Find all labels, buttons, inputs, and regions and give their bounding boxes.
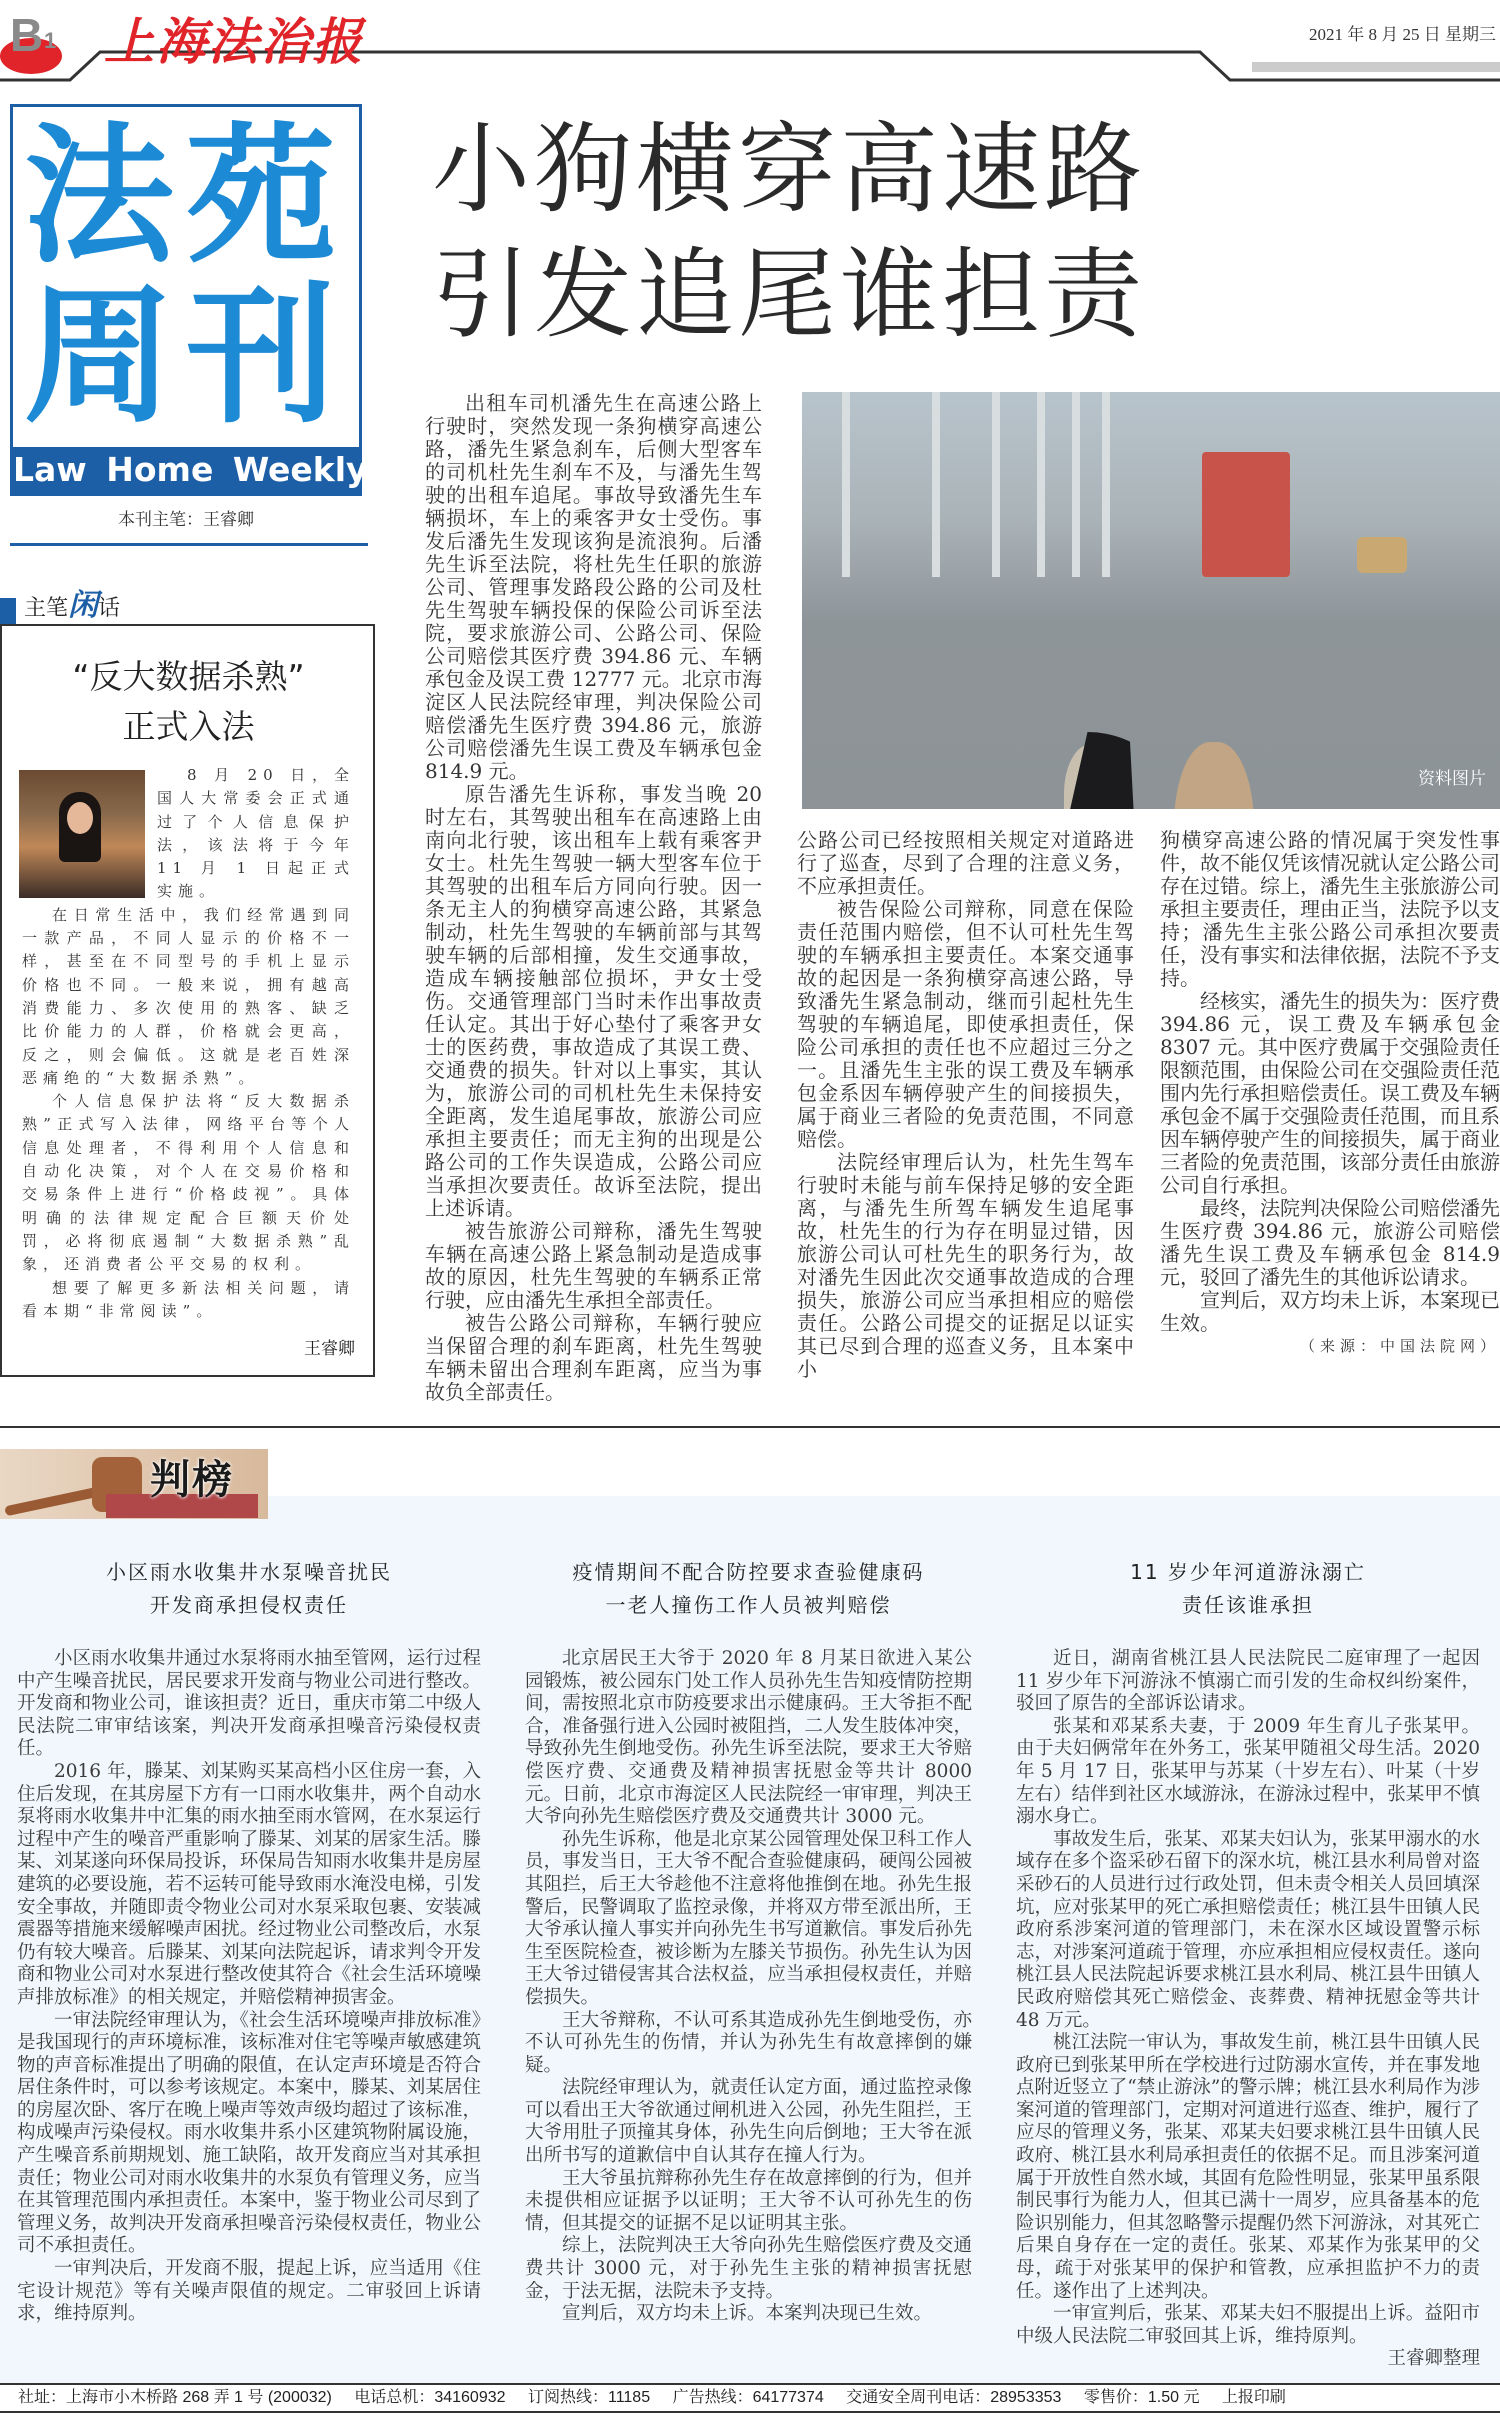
photo-caption: 资料图片 <box>1418 769 1486 789</box>
article-paragraph: 原告潘先生诉称，事发当晚 20 时左右，其驾驶出租车在高速路上由南向北行驶，该出租车上载有乘客尹女士。杜先生驾驶一辆大型客车位于其驾驶的出租车后方同向行驶。因一条无主人的狗横穿高速公路，其紧急制动，杜先生驾驶的车辆前部与其驾驶车辆的后部相撞，发生交通事故，造成车辆接触部位损坏，尹女士受伤。交通管理部门当时未作出事故责任认定。其出于好心垫付了乘客尹女士的医药费，事故造成了其误工费、交通费的损失。针对以上事实，其认为，旅游公司的司机杜先生未保持安全距离，发生追尾事故，旅游公司应承担主要责任；而无主狗的出现是公路公司的工作失误造成，公路公司应当承担次要责任。故诉至法院，提出上述诉请。 <box>425 782 762 1220</box>
article-paragraph: 被告旅游公司辩称，潘先生驾驶车辆在高速公路上紧急制动是造成事故的原因，杜先生驾驶的车辆系正常行驶，应由潘先生承担全部责任。 <box>425 1219 762 1312</box>
article-paragraph: 公路公司已经按照相关规定对道路进行了巡查，尽到了合理的注意义务，不应承担责任。 <box>797 828 1134 898</box>
masthead-title-line2: 周刊 <box>23 270 348 444</box>
left-column <box>0 0 375 1377</box>
footer-address: 社址：上海市小木桥路 268 弄 1 号 (200032) <box>18 2389 332 2406</box>
label-highlight: 闲 <box>68 588 99 623</box>
article-paragraph: 北京居民王大爷于 2020 年 8 月某日欲进入某公园锻炼，被公园东门处工作人员孙先生告知疫情防控期间，需按照北京市防疫要求出示健康码。王大爷拒不配合，准备强行进入公园时被阻挡，二人发生肢体冲突，导致孙先生倒地受伤。孙先生诉至法院，要求王大爷赔偿医疗费、交通费及精神损害抚慰金等共计 8000 元。日前，北京市海淀区人民法院经一审审理，判决王大爷向孙先生赔偿医疗费及交通费共计 3000 元。 <box>525 1648 972 1828</box>
article-paragraph: 最终，法院判决保险公司赔偿潘先生医疗费 394.86 元，旅游公司赔偿潘先生误工费及车辆承包金 814.9 元，驳回了潘先生的其他诉讼请求。 <box>1160 1196 1500 1289</box>
verdict-articles <box>0 1556 1500 2371</box>
page-number-badge <box>0 8 70 68</box>
verdicts-section <box>0 1428 1500 2383</box>
footer-price: 零售价：1.50 元 <box>1083 2389 1200 2406</box>
article-paragraph: 一审宣判后，张某、邓某夫妇不服提出上诉。益阳市中级人民法院二审驳回其上诉，维持原判。 <box>1016 2303 1480 2347</box>
banner-title: 判榜 <box>150 1457 234 1503</box>
article-paragraph: 综上，法院判决王大爷向孙先生赔偿医疗费及交通费共计 3000 元，对于孙先生主张的精神损害抚慰金，于法无据，法院未予支持。 <box>525 2235 972 2302</box>
article-title-line2: 开发商承担侵权责任 <box>150 1593 348 1617</box>
article-right-area <box>797 392 1500 1381</box>
section-masthead <box>10 104 368 496</box>
page-letter: B <box>10 9 44 61</box>
divider <box>10 543 368 546</box>
dogs-on-highway-photo <box>802 392 1500 809</box>
editorial-paragraph: 个人信息保护法将“反大数据杀熟”正式写入法律，网络平台等个人信息处理者，不得利用个人信息和自动化决策，对个人在交易价格和交易条件上进行“价格歧视”。具体明确的法律规定配合巨额天价处罚，必将彻底遏制“大数据杀熟”乱象，还消费者公平交易的权利。 <box>22 1092 355 1274</box>
editorial-paragraph: 想要了解更多新法相关问题，请看本期“非常阅读”。 <box>22 1278 355 1320</box>
masthead-english-title: Law Home Weekly <box>13 447 359 493</box>
article-title-line1: 小区雨水收集井水泵噪音扰民 <box>106 1560 392 1584</box>
verdicts-banner <box>0 1449 268 1519</box>
footer-traffic-weekly: 交通安全周刊电话：28953353 <box>846 2389 1062 2406</box>
verdict-article-health-code <box>525 1556 972 2326</box>
article-paragraph: 2016 年，滕某、刘某购买某高档小区住房一套，入住后发现，在其房屋下方有一口雨水收集井，两个自动水泵将雨水收集井中汇集的雨水抽至雨水管网，在水泵运行过程中产生的噪音严重影响了滕某、刘某的居家生活。滕某、刘某遂向环保局投诉，环保局告知雨水收集井是房屋建筑的必要设施，若不运转可能导致雨水淹没电梯，引发安全事故，并随即责令物业公司对水泵采取包裹、安装减震器等措施来缓解噪声困扰。经过物业公司整改后，水泵仍有较大噪音。后滕某、刘某向法院起诉，请求判令开发商和物业公司对水泵进行整改使其符合《社会生活环境噪声排放标准》的相关规定，并赔偿精神损害金。 <box>17 1760 481 2008</box>
verdict-article-noise <box>17 1556 481 2326</box>
article-title-line1: 11 岁少年河道游泳溺亡 <box>1130 1560 1366 1584</box>
article-paragraph: 小区雨水收集井通过水泵将雨水抽至管网，运行过程中产生噪音扰民，居民要求开发商与物业公司进行整改。开发商和物业公司，谁该担责？近日，重庆市第二中级人民法院二审审结该案，判决开发商承担噪音污染侵权责任。 <box>17 1648 481 1760</box>
article-paragraph: 桃江法院一审认为，事故发生前，桃江县牛田镇人民政府已到张某甲所在学校进行过防溺水宣传，并在事发地点附近竖立了“禁止游泳”的警示牌；桃江县水利局作为涉案河道的管理部门，定期对河道进行巡查、维护，履行了应尽的管理义务，张某、邓某夫妇要求桃江县牛田镇人民政府、桃江县水利局承担责任的依据不足。而且涉案河道属于开放性自然水域，其固有危险性明显，张某甲虽系限制民事行为能力人，但其已满十一周岁，应具备基本的危险识别能力，但其忽略警示提醒仍然下河游泳，对其死亡后果自身存在一定的责任。张某、邓某作为张某甲的父母，疏于对张某甲的保护和管教，应承担监护不力的责任。遂作出了上述判决。 <box>1016 2032 1480 2302</box>
article-paragraph: 王大爷虽抗辩称孙先生存在故意摔倒的行为，但并未提供相应证据予以证明；王大爷不认可孙先生的伤情，但其提交的证据不足以证明其主张。 <box>525 2167 972 2234</box>
article-paragraph: 一审法院经审理认为，《社会生活环境噪声排放标准》是我国现行的声环境标准，该标准对住宅等噪声敏感建筑物的声音标准提出了明确的限值，在认定声环境是否符合居住条件时，可以参考该规定。本案中，滕某、刘某居住的房屋次卧、客厅在晚上噪声等效声级均超过了该标准，构成噪声污染侵权。雨水收集井系小区建筑物附属设施，产生噪音系前期规划、施工缺陷，故开发商应当对其承担责任；物业公司对雨水收集井的水泵负有管理义务，应当在其管理范围内承担责任。本案中，鉴于物业公司尽到了管理义务，故判决开发商承担噪音污染侵权责任，物业公司不承担责任。 <box>17 2009 481 2257</box>
article-title-line1: 疫情期间不配合防控要求查验健康码 <box>572 1560 925 1584</box>
article-column-1 <box>425 392 762 1404</box>
footer-printer: 上报印刷 <box>1221 2389 1286 2406</box>
editorial-paragraph: 在日常生活中，我们经常遇到同一款产品，不同人显示的价格不一样，甚至在不同型号的手机上显示价格也不同。一般来说，拥有越高消费能力、多次使用的熟客、缺乏比价能力的人群，价格就会更高，反之，则会偏低。这就是老百姓深恶痛绝的“大数据杀熟”。 <box>22 905 355 1087</box>
article-lower-columns <box>797 829 1500 1381</box>
page-number: 1 <box>44 28 57 53</box>
editorial-title-line1: “反大数据杀熟” <box>72 657 305 696</box>
masthead-title-line1: 法苑 <box>23 110 348 284</box>
article-paragraph: 近日，湖南省桃江县人民法院民二庭审理了一起因 11 岁少年下河游泳不慎溺亡而引发的生命权纠纷案件，驳回了原告的全部诉讼请求。 <box>1016 1648 1480 1715</box>
editorial-title-line2: 正式入法 <box>122 707 255 746</box>
chief-editor-credit: 本刊主笔：王睿卿 <box>118 510 254 530</box>
footer-switchboard: 电话总机：34160932 <box>354 2389 506 2406</box>
article-paragraph: 被告公路公司辩称，车辆行驶应当保留合理的刹车距离，杜先生驾驶车辆未留出合理刹车距离，应当为事故负全部责任。 <box>425 1311 762 1404</box>
editorial-box <box>0 624 375 1377</box>
label-suffix: 话 <box>98 596 121 621</box>
verdict-article-drowning <box>1016 1556 1480 2371</box>
article-title-line2: 责任该谁承担 <box>1182 1593 1314 1617</box>
article-paragraph: 一审判决后，开发商不服，提起上诉，应当适用《住宅设计规范》等有关噪声限值的规定。二审驳回上诉请求，维持原判。 <box>17 2258 481 2325</box>
article-paragraph: 经核实，潘先生的损失为：医疗费 394.86 元，误工费及车辆承包金 8307 元。其中医疗费属于交强险责任限额范围，由保险公司在交强险责任范围内先行承担赔偿责任。误工费及车辆承包金不属于交强险责任范围，而且系因车辆停驶产生的间接损失，属于商业三者险的免责范围，该部分责任由旅游公司自行承担。 <box>1160 989 1500 1197</box>
label-marker <box>0 598 16 624</box>
headline-line2: 引发追尾谁担责 <box>432 238 1147 352</box>
article-paragraph: 出租车司机潘先生在高速公路上行驶时，突然发现一条狗横穿高速公路，潘先生紧急刹车，后侧大型客车的司机杜先生刹车不及，与潘先生驾驶的出租车追尾。事故导致潘先生车辆损坏，车上的乘客尹女士受伤。事发后潘先生发现该狗是流浪狗。后潘先生诉至法院，将杜先生任职的旅游公司、管理事发路段公路的公司及杜先生驾驶车辆投保的保险公司诉至法院，要求旅游公司、公路公司、保险公司赔偿其医疗费 394.86 元、车辆承包金及误工费 12777 元。北京市海淀区人民法院经审理，判决保险公司赔偿潘先生医疗费 394.86 元，旅游公司赔偿潘先生误工费及车辆承包金 814.9 元。 <box>425 391 762 783</box>
main-article <box>425 0 1500 1404</box>
footer-advertising: 广告热线：64177374 <box>672 2389 824 2406</box>
headline-line1: 小狗横穿高速路 <box>432 113 1147 227</box>
article-paragraph: 宣判后，双方均未上诉，本案现已生效。 <box>1160 1288 1500 1335</box>
editorial-author: 王睿卿 <box>304 1339 355 1360</box>
article-paragraph: 张某和邓某系夫妻，于 2009 年生育儿子张某甲。由于夫妇俩常年在外务工，张某甲随祖父母生活。2020 年 5 月 17 日，张某甲与苏某（十岁左右）、叶某（十岁左右）结伴到社区水域游泳，在游泳过程中，张某甲不慎溺水身亡。 <box>1016 1715 1480 1828</box>
article-column-3 <box>1160 829 1500 1358</box>
footer-info <box>0 2383 1500 2413</box>
article-paragraph: 孙先生诉称，他是北京某公园管理处保卫科工作人员，事发当日，王大爷不配合查验健康码，硬闯公园被其阻拦，后王大爷趁他不注意将他推倒在地。孙先生报警后，民警调取了监控录像，并将双方带至派出所，王大爷承认撞人事实并向孙先生书写道歉信。事发后孙先生至医院检查，被诊断为左膝关节损伤。孙先生认为因王大爷过错侵害其合法权益，应当承担侵权责任，并赔偿损失。 <box>525 1828 972 2008</box>
issue-date: 2021 年 8 月 25 日 星期三 <box>1309 25 1496 44</box>
article-column-2 <box>797 829 1134 1381</box>
article-paragraph: 法院经审理后认为，杜先生驾车行驶时未能与前车保持足够的安全距离，与潘先生所驾车辆发生追尾事故，杜先生的行为存在明显过错，因旅游公司认可杜先生的职务行为，故对潘先生因此次交通事故造成的合理损失，旅游公司应当承担相应的赔偿责任。公路公司提交的证据足以证实其已尽到合理的巡查义务，且本案中小 <box>797 1150 1134 1381</box>
author-photo <box>19 770 145 898</box>
article-paragraph: 事故发生后，张某、邓某夫妇认为，张某甲溺水的水域存在多个盗采砂石留下的深水坑，桃江县水利局曾对盗采砂石的人员进行过行政处罚，但未责令相关人员回填深坑，应对张某甲的死亡承担赔偿责任；桃江县牛田镇人民政府系涉案河道的管理部门，未在深水区域设置警示标志，对涉案河道疏于管理，亦应承担相应侵权责任。遂向桃江县人民法院起诉要求桃江县水利局、桃江县牛田镇人民政府赔偿其死亡赔偿金、丧葬费、精神抚慰金等共计 48 万元。 <box>1016 1828 1480 2031</box>
footer-subscription: 订阅热线：11185 <box>527 2389 651 2406</box>
car <box>1357 537 1407 573</box>
article-columns <box>425 392 1500 1404</box>
article-paragraph: 被告保险公司辩称，同意在保险责任范围内赔偿，但不认可杜先生驾驶的车辆承担主要责任。本案交通事故的起因是一条狗横穿高速公路，导致潘先生紧急制动，继而引起杜先生驾驶的车辆追尾，即使承担责任，保险公司承担的责任也不应超过三分之一。且潘先生主张的误工费及车辆承包金系因车辆停驶产生的间接损失，属于商业三者险的免责范围，不同意赔偿。 <box>797 897 1134 1151</box>
editorial-paragraph: 8 月 20 日，全国人大常委会正式通过了个人信息保护法，该法将于今年 11 月 1 日起正式实施。 <box>157 766 355 901</box>
editorial-column-label <box>0 584 375 624</box>
article-paragraph: 法院经审理认为，就责任认定方面，通过监控录像可以看出王大爷欲通过闸机进入公园，孙先生阻拦，王大爷用肚子顶撞其身体，孙先生向后倒地；王大爷在派出所书写的道歉信中自认其存在撞人行为。 <box>525 2077 972 2167</box>
editorial-body <box>22 764 355 1323</box>
article-paragraph: 狗横穿高速公路的情况属于突发性事件，故不能仅凭该情况就认定公路公司存在过错。综上，潘先生主张旅游公司承担主要责任，理由正当，法院予以支持；潘先生主张公路公司承担次要责任，没有事实和法律依据，法院不予支持。 <box>1160 828 1500 990</box>
label-prefix: 主笔 <box>24 596 69 621</box>
main-headline <box>432 108 1500 358</box>
article-title-line2: 一老人撞伤工作人员被判赔偿 <box>605 1593 892 1617</box>
article-paragraph: 宣判后，双方均未上诉。本案判决现已生效。 <box>562 2303 933 2325</box>
article-paragraph: 王大爷辩称，不认可系其造成孙先生倒地受伤，亦不认可孙先生的伤情，并认为孙先生有故意摔倒的嫌疑。 <box>525 2009 972 2076</box>
compiled-by: 王睿卿整理 <box>1387 2348 1480 2370</box>
newspaper-logo: 上海法治报 <box>104 12 364 71</box>
truck <box>1202 452 1290 577</box>
article-source: （来源：中国法院网） <box>1299 1337 1500 1355</box>
